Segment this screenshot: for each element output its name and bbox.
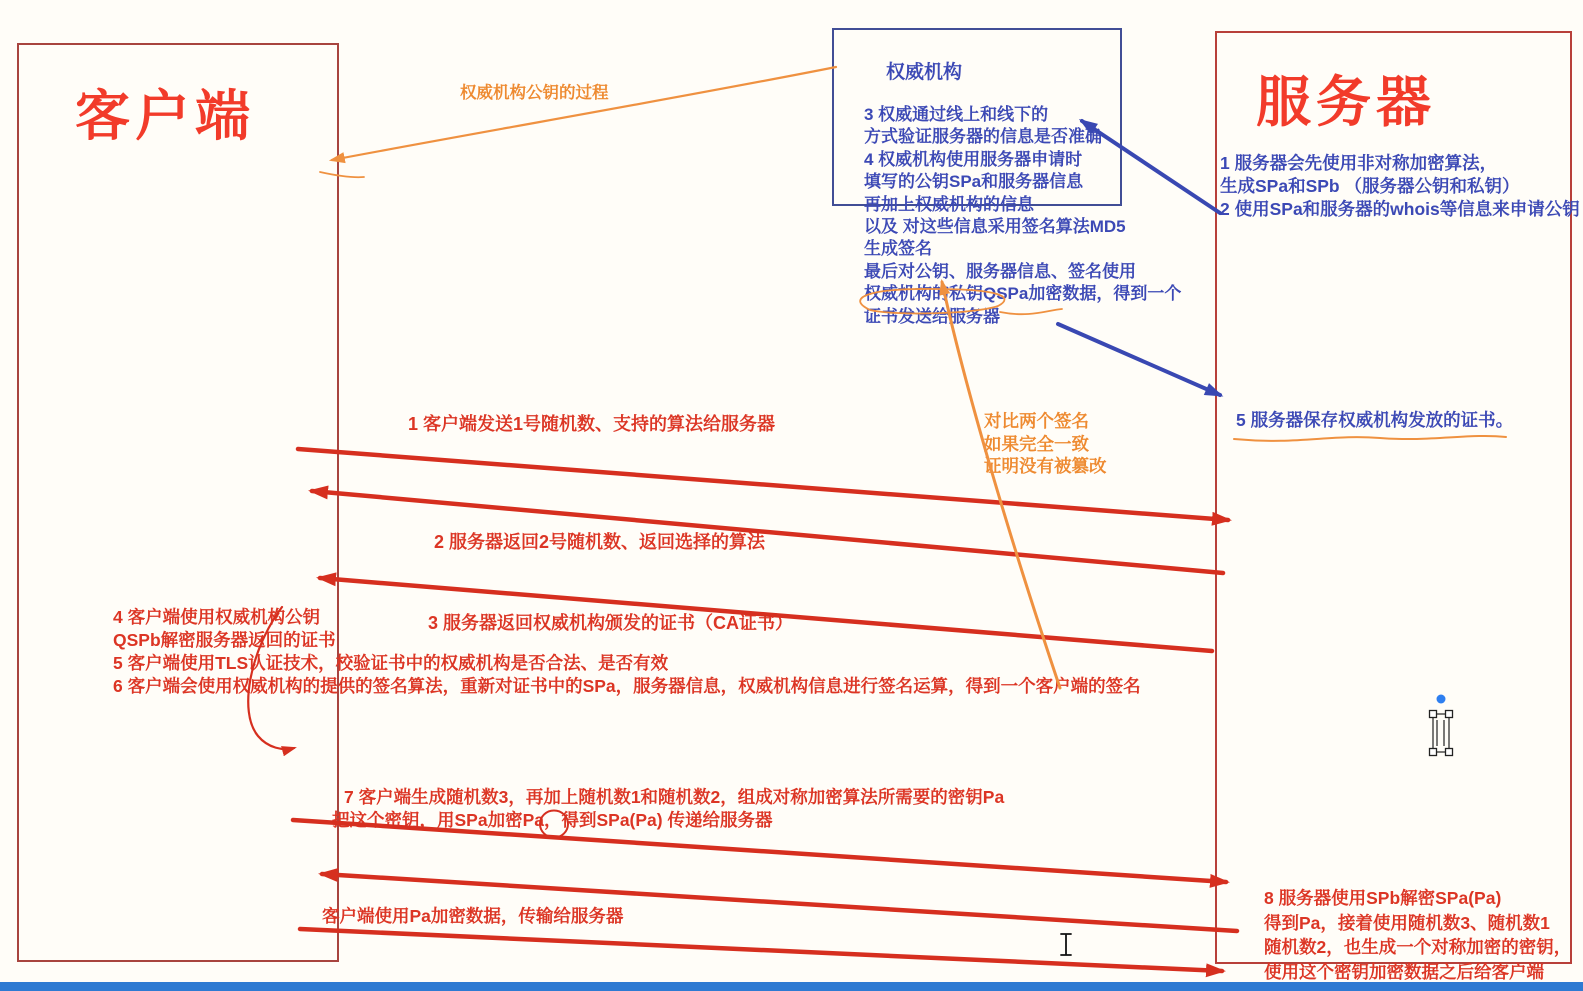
server-bottom-note-line: 随机数2，也生成一个对称加密的密钥， [1264,937,1572,957]
save-cert-note: 5 服务器保存权威机构发放的证书。 [1236,410,1514,430]
taskbar-strip [0,982,1583,991]
authority-note-line: 方式验证服务器的信息是否准确 [864,127,1102,147]
process-label: 权威机构公钥的过程 [460,84,609,102]
client-note-line: 4 客户端使用权威机构公钥 [113,607,321,627]
authority-note-line: 4 权威机构使用服务器申请时 [864,149,1083,169]
server-bottom-note-line: 使用这个密钥加密数据之后给客户端 [1264,961,1544,982]
message-7-line2: 把这个密钥，用SPa加密Pa，得到SPa(Pa) 传递给服务器 [332,810,773,830]
server-note-line: 2 使用SPa和服务器的whois等信息来申请公钥 [1220,199,1580,219]
client-notes [113,606,1141,698]
arrow-authority-to-server-cert [1058,324,1220,395]
authority-note-line: 证书发送给服务器 [864,306,1000,326]
message-1-label: 1 客户端发送1号随机数、支持的算法给服务器 [408,414,776,434]
server-note-line: 生成SPa和SPb （服务器公钥和私钥） [1220,176,1520,196]
message-2-label: 2 服务器返回2号随机数、返回选择的算法 [434,532,766,552]
authority-note-line: 3 权威通过线上和线下的 [864,105,1049,124]
ibeam-cursor-icon [1061,934,1071,955]
authority-note-line: 以及 对这些信息采用签名算法MD5 [864,217,1126,237]
compare-signature-note [984,410,1107,478]
client-note-line: 6 客户端会使用权威机构的提供的签名算法，重新对证书中的SPa，服务器信息，权威机构信息进行签名运算，得到一个客户端的签名 [113,676,1141,696]
authority-note-line: 再加上权威机构的信息 [864,194,1034,214]
server-bottom-note-line: 得到Pa，接着使用随机数3、随机数1 [1264,912,1550,933]
authority-note-line: 权威机构的私钥QSPa加密数据，得到一个 [864,284,1182,304]
message-3-label: 3 服务器返回权威机构颁发的证书（CA证书） [428,613,794,633]
authority-note-line: 最后对公钥、服务器信息、签名使用 [864,261,1136,281]
message-7-line1: 7 客户端生成随机数3，再加上随机数1和随机数2，组成对称加密算法所需要的密钥Pa [344,787,1005,807]
server-bottom-notes [1264,886,1571,984]
authority-note-line: 生成签名 [864,239,932,259]
data-transfer-label: 客户端使用Pa加密数据，传输给服务器 [322,906,624,926]
server-title: 服务器 [1256,71,1437,133]
authority-title: 权威机构 [886,62,963,83]
arrow-client-to-server-data [300,929,1222,971]
client-title: 客户端 [75,85,256,147]
compare-line: 证明没有被篡改 [984,456,1107,476]
server-top-notes [1220,152,1580,221]
authority-note-line: 填写的公钥SPa和服务器信息 [864,172,1084,192]
compare-line: 如果完全一致 [984,433,1089,454]
client-note-line: 5 客户端使用TLS认证技术，校验证书中的权威机构是否合法、是否有效 [113,653,669,673]
authority-notes [864,104,1181,328]
server-note-line: 1 服务器会先使用非对称加密算法， [1220,153,1498,173]
server-bottom-note-line: 8 服务器使用SPb解密SPa(Pa) [1264,888,1502,908]
compare-line: 对比两个签名 [984,411,1089,431]
client-note-line: QSPb解密服务器返回的证书 [113,630,336,650]
client-box [17,43,339,962]
